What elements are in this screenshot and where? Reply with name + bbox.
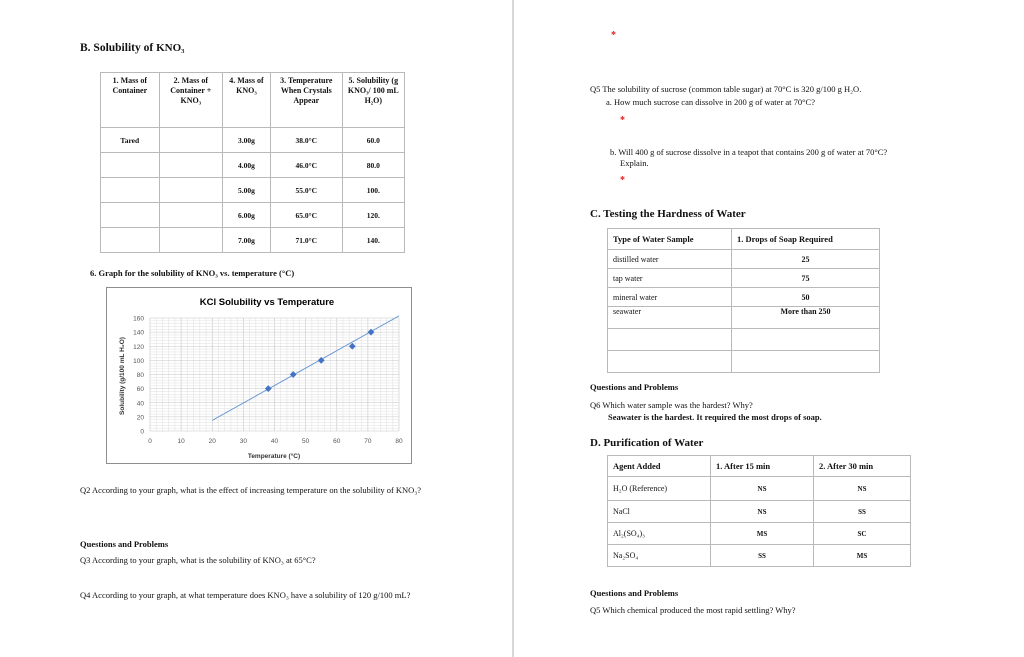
x-tick-label: 70 — [364, 438, 372, 445]
table-row — [608, 477, 911, 501]
table-cell — [159, 178, 222, 203]
q6-answer: Seawater is the hardest. It required the most drops of soap. — [608, 412, 822, 422]
x-tick-label: 50 — [302, 438, 310, 445]
table-cell: distilled water — [608, 250, 732, 269]
table-row — [608, 523, 911, 545]
question-q5-settling: Q5 Which chemical produced the most rapid settling? Why? — [590, 605, 796, 615]
section-d-title: D. Purification of Water — [590, 437, 704, 449]
chart-svg — [107, 288, 411, 463]
table-cell: Tared — [101, 128, 160, 153]
table-cell: H₂O (Reference) — [608, 477, 711, 501]
table-cell: NS — [711, 501, 814, 523]
questions-problems-heading-2: Questions and Problems — [590, 588, 679, 598]
table-cell: 38.0°C — [270, 128, 342, 153]
x-tick-label: 80 — [395, 438, 403, 445]
table-cell: NS — [711, 477, 814, 501]
x-tick-label: 30 — [239, 438, 247, 445]
table-cell: 6.00g — [223, 203, 271, 228]
table-cell: 7.00g — [223, 228, 271, 253]
table-cell: 65.0°C — [270, 203, 342, 228]
table-row — [101, 228, 405, 253]
table-cell — [732, 351, 880, 373]
table-cell: 55.0°C — [270, 178, 342, 203]
table-cell: 80.0 — [342, 153, 404, 178]
table-cell — [159, 153, 222, 178]
table-cell: NS — [814, 477, 911, 501]
y-tick-label: 40 — [136, 400, 144, 408]
table-cell: Na₂SO₄ — [608, 545, 711, 567]
table-cell: 4.00g — [223, 153, 271, 178]
section-b-title: B. Solubility of KNO₃ — [80, 42, 185, 54]
table-cell — [608, 329, 732, 351]
x-axis-label: Temperature (°C) — [247, 453, 301, 460]
header-solubility: 5. Solubility (g KNO₃/ 100 mL H₂O) — [342, 73, 404, 128]
solubility-data-table — [100, 72, 405, 253]
question-q6: Q6 Which water sample was the hardest? Why? — [590, 400, 753, 410]
table-cell: SS — [711, 545, 814, 567]
question-q2: Q2 According to your graph, what is the effect of increasing temperature on the solubility of KNO₃? — [80, 485, 422, 495]
header-agent-added: Agent Added — [608, 456, 711, 477]
x-tick-label: 20 — [208, 438, 216, 445]
table-row — [101, 203, 405, 228]
question-q4: Q4 According to your graph, at what temperature does KNO₃ have a solubility of 120 g/100 mL? — [80, 590, 411, 600]
questions-problems-heading: Questions and Problems — [590, 382, 679, 392]
question-q5a: Q5 The solubility of sucrose (common table sugar) at 70°C is 320 g/100 g H₂O. — [590, 84, 862, 94]
table-cell — [159, 128, 222, 153]
header-after-15: 1. After 15 min — [711, 456, 814, 477]
table-row — [608, 329, 880, 351]
purification-table — [607, 455, 911, 567]
required-marker: * — [620, 115, 625, 126]
question-q3: Q3 According to your graph, what is the solubility of KNO₃ at 65°C? — [80, 555, 316, 565]
table-row — [608, 307, 880, 329]
header-after-30: 2. After 30 min — [814, 456, 911, 477]
x-tick-label: 60 — [333, 438, 341, 445]
table-cell: 100. — [342, 178, 404, 203]
table-cell — [101, 178, 160, 203]
header-drops-soap: 1. Drops of Soap Required — [732, 229, 880, 250]
header-mass-container: 1. Mass of Container — [101, 73, 160, 128]
table-cell: 75 — [732, 269, 880, 288]
table-cell: tap water — [608, 269, 732, 288]
table-row — [608, 250, 880, 269]
header-water-sample: Type of Water Sample — [608, 229, 732, 250]
y-axis-label: Solubility (g/100 mL H₂O) — [119, 337, 126, 415]
table-row — [608, 351, 880, 373]
table-cell: MS — [711, 523, 814, 545]
y-tick-label: 160 — [133, 315, 144, 323]
table-cell: 5.00g — [223, 178, 271, 203]
questions-problems-heading: Questions and Problems — [80, 539, 169, 549]
question-q5b: b. Will 400 g of sucrose dissolve in a teapot that contains 200 g of water at 70°C? — [610, 147, 888, 157]
data-point — [349, 343, 356, 350]
table-cell: SS — [814, 501, 911, 523]
y-tick-label: 20 — [136, 414, 144, 422]
table-cell — [608, 351, 732, 373]
y-tick-label: 140 — [133, 329, 144, 337]
table-cell — [159, 228, 222, 253]
y-tick-label: 120 — [133, 343, 144, 351]
table-row — [608, 288, 880, 307]
table-cell: SC — [814, 523, 911, 545]
table-cell — [732, 329, 880, 351]
table-cell: 25 — [732, 250, 880, 269]
y-tick-label: 0 — [140, 428, 144, 436]
table-cell — [101, 153, 160, 178]
header-mass-container-kno3: 2. Mass of Container + KNO₃ — [159, 73, 222, 128]
solubility-chart — [106, 287, 412, 464]
table-cell: Al₂(SO₄)₃ — [608, 523, 711, 545]
hardness-table — [607, 228, 880, 373]
table-cell: 3.00g — [223, 128, 271, 153]
header-mass-kno3: 4. Mass of KNO₃ — [223, 73, 271, 128]
table-row — [101, 128, 405, 153]
table-row — [608, 545, 911, 567]
data-point — [265, 385, 272, 392]
table-cell: More than 250 — [732, 307, 880, 329]
table-row — [101, 178, 405, 203]
graph-instruction: 6. Graph for the solubility of KNO₃ vs. temperature (°C) — [90, 268, 295, 278]
x-tick-label: 0 — [148, 438, 152, 445]
header-temperature: 3. Temperature When Crystals Appear — [270, 73, 342, 128]
y-tick-label: 80 — [136, 372, 144, 379]
table-row — [608, 269, 880, 288]
y-tick-label: 60 — [136, 386, 144, 394]
table-cell: 71.0°C — [270, 228, 342, 253]
table-row — [101, 153, 405, 178]
table-cell — [101, 228, 160, 253]
table-cell: 60.0 — [342, 128, 404, 153]
question-q5a-part: a. How much sucrose can dissolve in 200 g of water at 70°C? — [606, 97, 816, 107]
right-page — [514, 0, 1024, 657]
table-row — [608, 501, 911, 523]
table-cell — [101, 203, 160, 228]
y-tick-label: 100 — [133, 357, 144, 365]
section-c-title: C. Testing the Hardness of Water — [590, 208, 746, 220]
question-q5b-explain: Explain. — [620, 158, 649, 168]
table-cell: seawater — [608, 307, 732, 329]
table-cell: 120. — [342, 203, 404, 228]
chart-grid — [150, 318, 399, 431]
table-cell: NaCl — [608, 501, 711, 523]
table-cell: 140. — [342, 228, 404, 253]
table-cell: MS — [814, 545, 911, 567]
table-cell: 50 — [732, 288, 880, 307]
table-cell: mineral water — [608, 288, 732, 307]
x-tick-label: 40 — [270, 438, 279, 445]
table-cell: 46.0°C — [270, 153, 342, 178]
chart-title: KCl Solubility vs Temperature — [199, 297, 335, 308]
x-tick-label: 10 — [177, 438, 185, 445]
required-marker: * — [620, 175, 625, 186]
required-marker: * — [611, 30, 616, 41]
table-cell — [159, 203, 222, 228]
